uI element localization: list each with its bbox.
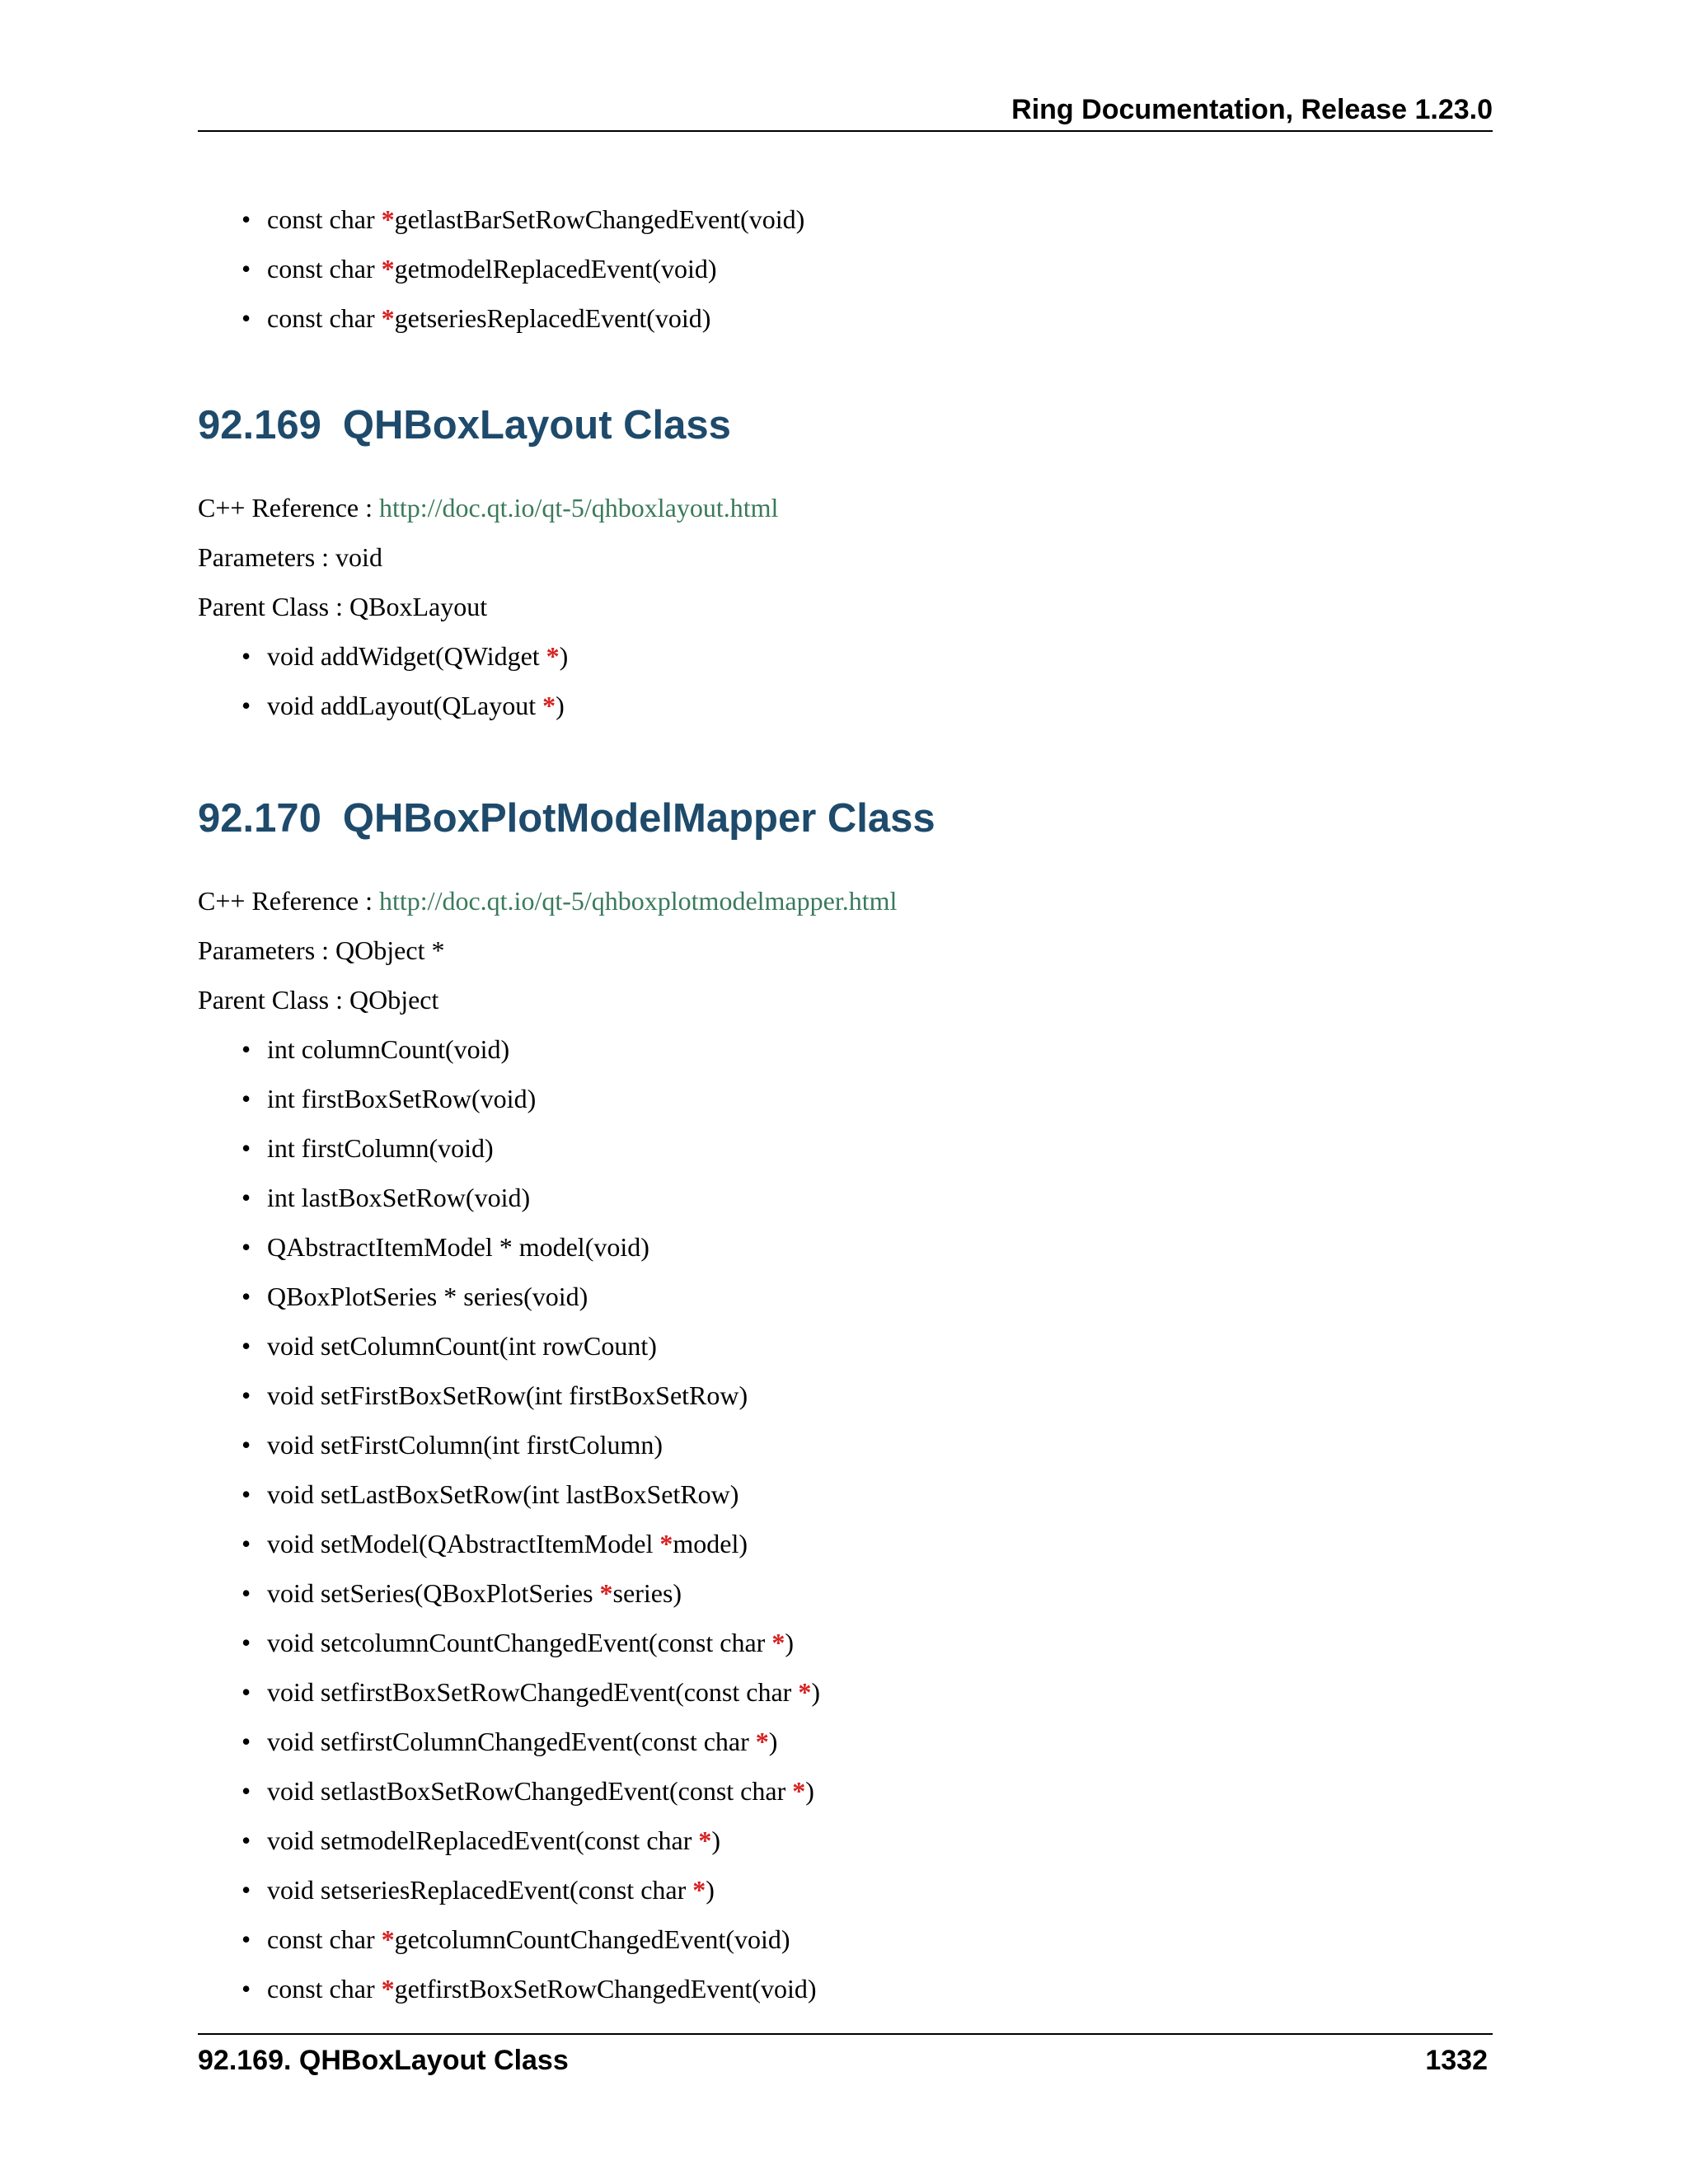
top-method-list [198, 194, 1493, 343]
parameters: Parameters : QObject * [198, 935, 445, 965]
parent-class: Parent Class : QBoxLayout [198, 592, 488, 621]
list-item: • void setFirstColumn(int firstColumn) [198, 1420, 1493, 1469]
list-item: • int firstBoxSetRow(void) [198, 1074, 1493, 1123]
list-item: • void setlastBoxSetRowChangedEvent(const char *) [198, 1766, 1493, 1816]
page-content [198, 194, 1493, 2013]
document-title: Ring Documentation, Release 1.23.0 [1011, 94, 1493, 125]
method-list [198, 631, 1493, 730]
section-heading-qhboxplotmodelmapper: 92.170 QHBoxPlotModelMapper Class [198, 796, 935, 841]
list-item: • void setcolumnCountChangedEvent(const char *) [198, 1618, 1493, 1667]
list-item: • void addLayout(QLayout *) [198, 681, 1493, 730]
reference-link[interactable]: http://doc.qt.io/qt-5/qhboxplotmodelmapper.html [379, 886, 898, 916]
list-item: • const char *getlastBarSetRowChangedEvent(void) [198, 194, 1493, 244]
list-item: • void setmodelReplacedEvent(const char *) [198, 1816, 1493, 1865]
list-item: • int lastBoxSetRow(void) [198, 1173, 1493, 1222]
list-item: • int firstColumn(void) [198, 1123, 1493, 1173]
list-item: • void setfirstBoxSetRowChangedEvent(const char *) [198, 1667, 1493, 1717]
page-header [198, 89, 1493, 132]
list-item: • void setColumnCount(int rowCount) [198, 1321, 1493, 1371]
list-item: • const char *getcolumnCountChangedEvent(void) [198, 1915, 1493, 1964]
list-item: • int columnCount(void) [198, 1024, 1493, 1074]
list-item: • QBoxPlotSeries * series(void) [198, 1272, 1493, 1321]
page-footer [198, 2033, 1493, 2074]
list-item: • void setfirstColumnChangedEvent(const char *) [198, 1717, 1493, 1766]
reference-link[interactable]: http://doc.qt.io/qt-5/qhboxlayout.html [379, 493, 779, 523]
footer-section-title: 92.169. QHBoxLayout Class [198, 2045, 569, 2076]
list-item: • void setFirstBoxSetRow(int firstBoxSetRow) [198, 1371, 1493, 1420]
parent-class: Parent Class : QObject [198, 985, 439, 1015]
list-item: • void setSeries(QBoxPlotSeries *series) [198, 1568, 1493, 1618]
page-number: 1332 [1425, 2045, 1488, 2076]
list-item: • void setModel(QAbstractItemModel *model) [198, 1519, 1493, 1568]
cpp-reference: C++ Reference : http://doc.qt.io/qt-5/qhboxlayout.html [198, 493, 779, 523]
cpp-reference: C++ Reference : http://doc.qt.io/qt-5/qhboxplotmodelmapper.html [198, 886, 898, 916]
list-item: • QAbstractItemModel * model(void) [198, 1222, 1493, 1272]
section-heading-qhboxlayout: 92.169 QHBoxLayout Class [198, 403, 731, 448]
list-item: • const char *getfirstBoxSetRowChangedEvent(void) [198, 1964, 1493, 2013]
list-item: • const char *getseriesReplacedEvent(void) [198, 293, 1493, 343]
list-item: • const char *getmodelReplacedEvent(void) [198, 244, 1493, 293]
list-item: • void setLastBoxSetRow(int lastBoxSetRow) [198, 1469, 1493, 1519]
list-item: • void setseriesReplacedEvent(const char *) [198, 1865, 1493, 1915]
list-item: • void addWidget(QWidget *) [198, 631, 1493, 681]
method-list [198, 1024, 1493, 2013]
parameters: Parameters : void [198, 542, 382, 572]
